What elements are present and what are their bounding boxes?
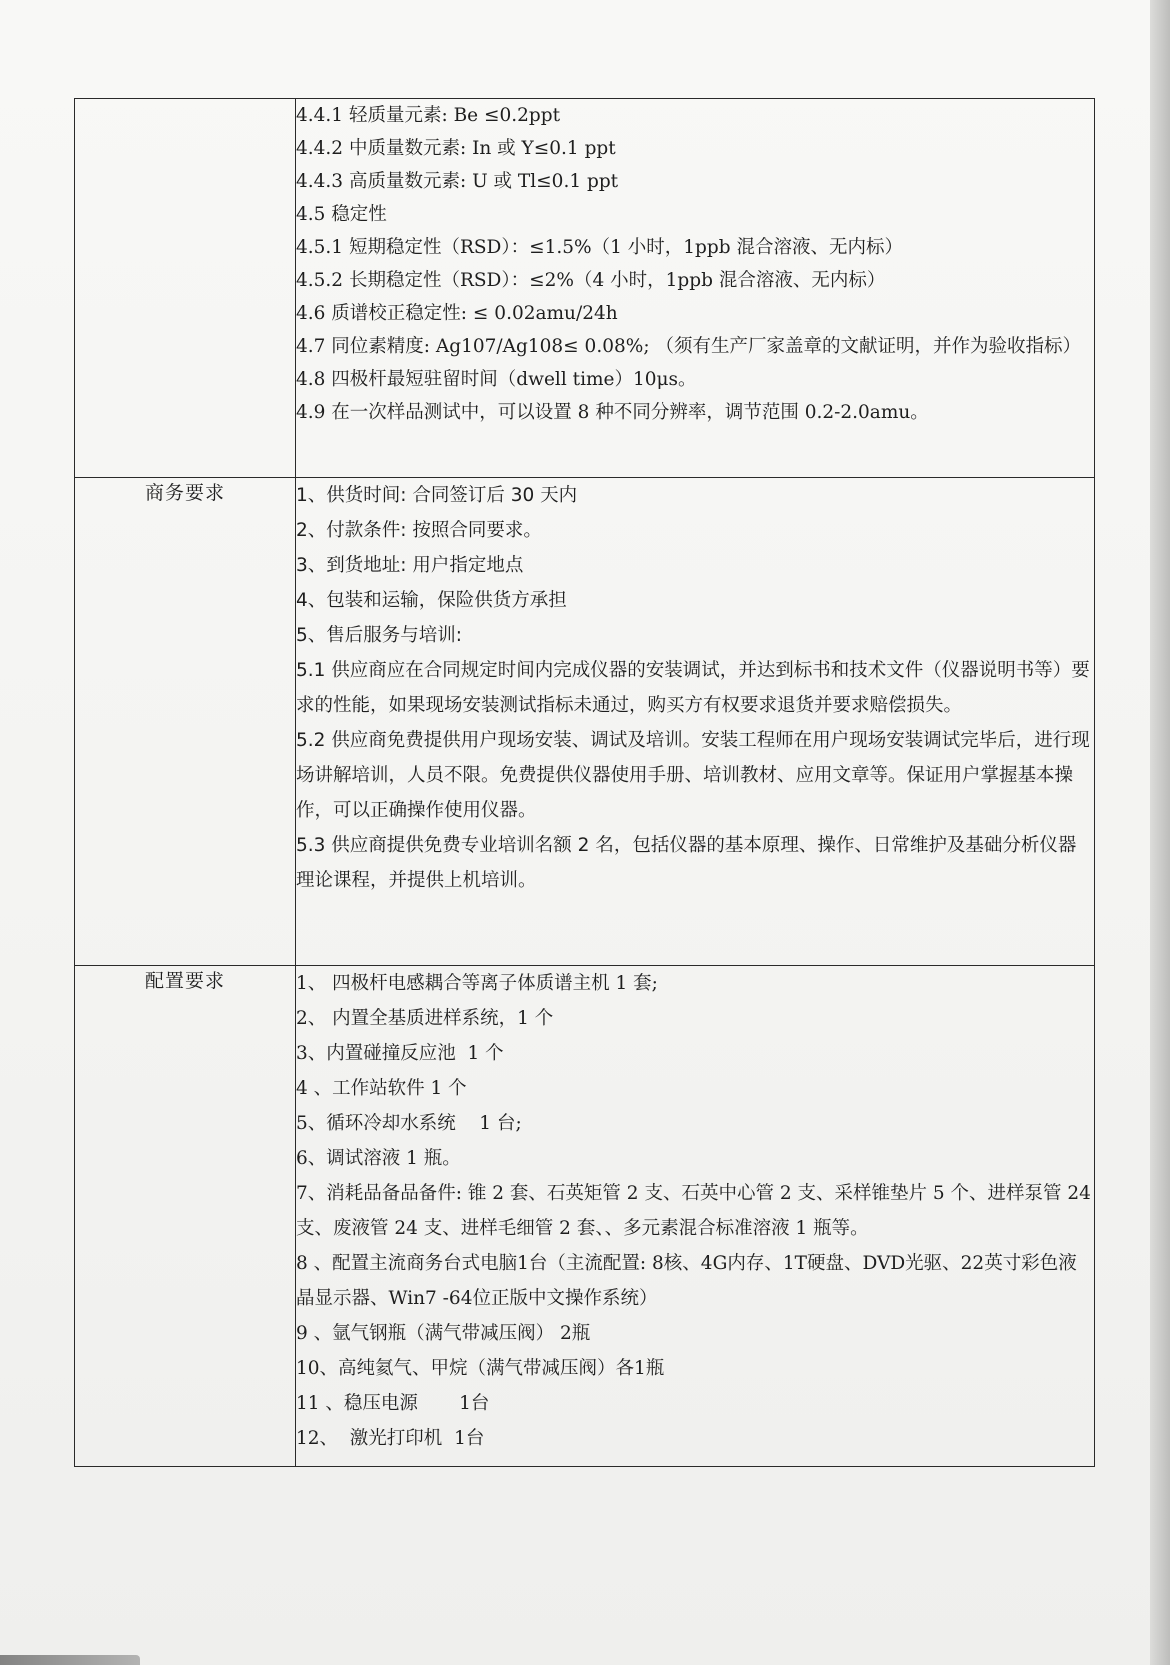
- spec-line: 4、包装和运输，保险供货方承担: [296, 590, 567, 611]
- table-row: [75, 966, 1095, 1467]
- spec-line: 4 、工作站软件 1 个: [296, 1078, 467, 1099]
- spec-line: 3、内置碰撞反应池 1 个: [296, 1043, 504, 1064]
- spec-line: 4.5.2 长期稳定性（RSD）：≤2%（4 小时，1ppb 混合溶液、无内标）: [296, 270, 886, 291]
- spec-line: 4.4.2 中质量数元素: In 或 Y≤0.1 ppt: [296, 138, 616, 159]
- spec-line: 4.8 四极杆最短驻留时间（dwell time）10μs。: [296, 369, 697, 390]
- row-label: [75, 99, 296, 478]
- page-edge-shadow: [1150, 0, 1170, 1665]
- spec-line: 4.9 在一次样品测试中，可以设置 8 种不同分辨率，调节范围 0.2-2.0amu。: [296, 402, 929, 423]
- spec-line: 5.1 供应商应在合同规定时间内完成仪器的安装调试，并达到标书和技术文件（仪器说明书等）要求的性能，如果现场安装测试指标未通过，购买方有权要求退货并要求赔偿损失。: [296, 660, 1090, 716]
- spec-line: 7、消耗品备品备件: 锥 2 套、石英矩管 2 支、石英中心管 2 支、采样锥垫片 5 个、进样泵管 24 支、废液管 24 支、进样毛细管 2 套、、多元素混合标准溶液 1 瓶等。: [296, 1183, 1097, 1239]
- table-row: [75, 478, 1095, 966]
- spec-line: 3、到货地址: 用户指定地点: [296, 555, 524, 576]
- spec-line: 6、调试溶液 1 瓶。: [296, 1148, 461, 1169]
- row-label: 商务要求: [75, 478, 296, 966]
- spec-table: [74, 98, 1095, 1467]
- spec-line: 5.2 供应商免费提供用户现场安装、调试及培训。安装工程师在用户现场安装调试完毕后，进行现场讲解培训，人员不限。免费提供仪器使用手册、培训教材、应用文章等。保证用户掌握基本操作，可以正确操作使用仪器。: [296, 730, 1090, 821]
- spec-line: 10、高纯氦气、甲烷（满气带减压阀）各1瓶: [296, 1358, 665, 1379]
- spec-line: 12、 激光打印机 1台: [296, 1428, 485, 1449]
- spec-line: 1、 四极杆电感耦合等离子体质谱主机 1 套;: [296, 973, 658, 994]
- spec-line: 9 、氩气钢瓶（满气带减压阀） 2瓶: [296, 1323, 591, 1344]
- row-label: 配置要求: [75, 966, 296, 1467]
- spec-line: 11 、稳压电源 1台: [296, 1393, 490, 1414]
- row-content: [296, 966, 1095, 1467]
- spec-line: 1、供货时间: 合同签订后 30 天内: [296, 485, 578, 506]
- spec-line: 5.3 供应商提供免费专业培训名额 2 名，包括仪器的基本原理、操作、日常维护及基础分析仪器理论课程，并提供上机培训。: [296, 835, 1077, 891]
- spec-line: 4.5.1 短期稳定性（RSD）：≤1.5%（1 小时，1ppb 混合溶液、无内标）: [296, 237, 903, 258]
- spec-line: 4.6 质谱校正稳定性: ≤ 0.02amu/24h: [296, 303, 618, 324]
- spec-line: 4.5 稳定性: [296, 204, 387, 225]
- spec-line: 4.7 同位素精度: Ag107/Ag108≤ 0.08%; （须有生产厂家盖章的文献证明，并作为验收指标）: [296, 336, 1081, 357]
- spec-line: 8 、配置主流商务台式电脑1台（主流配置: 8核、4G内存、1T硬盘、DVD光驱、22英寸彩色液晶显示器、Win7 -64位正版中文操作系统）: [296, 1253, 1077, 1309]
- spec-line: 4.4.1 轻质量元素: Be ≤0.2ppt: [296, 105, 561, 126]
- spec-line: 2、付款条件: 按照合同要求。: [296, 520, 542, 541]
- scan-edge-mark: [0, 1655, 140, 1665]
- row-content: [296, 478, 1095, 966]
- row-content: [296, 99, 1095, 478]
- spec-line: 5、循环冷却水系统 1 台;: [296, 1113, 522, 1134]
- table-row: [75, 99, 1095, 478]
- spec-line: 2、 内置全基质进样系统，1 个: [296, 1008, 554, 1029]
- spec-line: 5、售后服务与培训:: [296, 625, 463, 646]
- spec-line: 4.4.3 高质量数元素: U 或 Tl≤0.1 ppt: [296, 171, 619, 192]
